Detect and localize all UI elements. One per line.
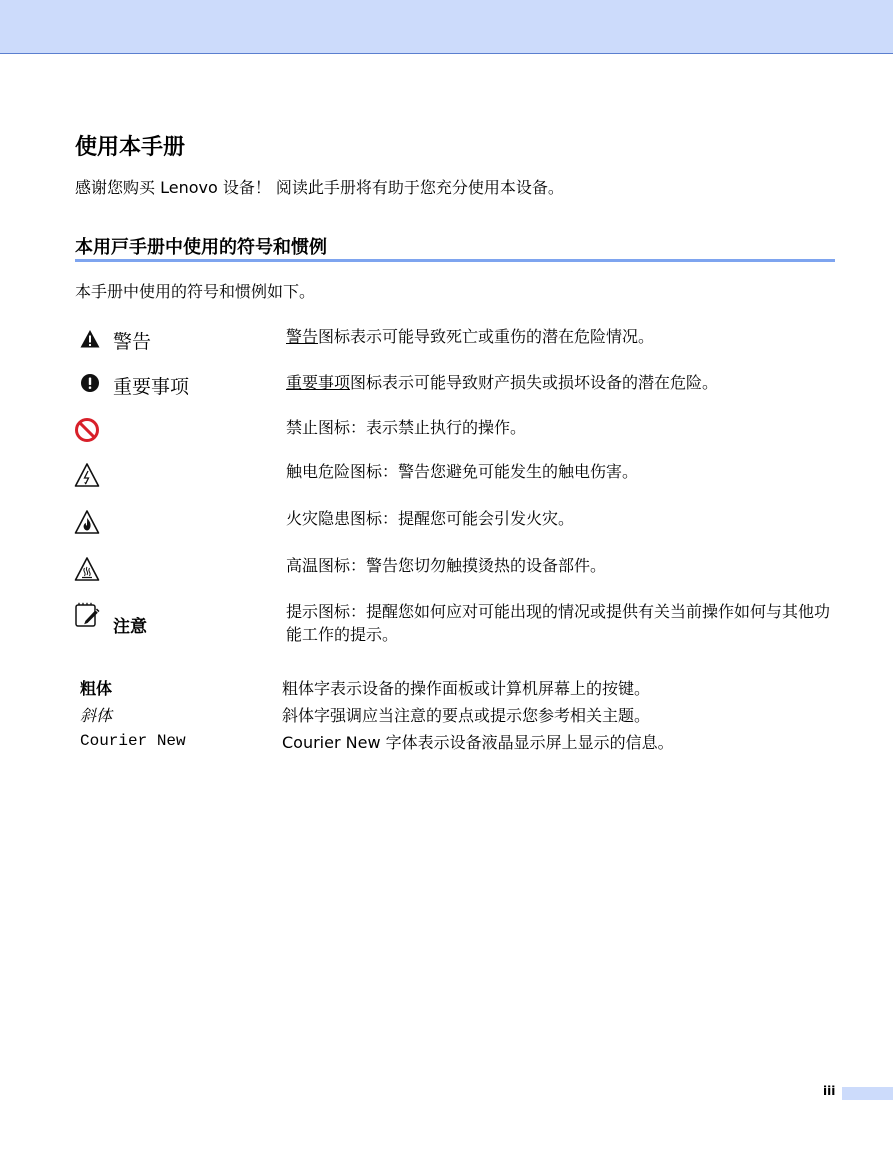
page-number-tab [842,1087,893,1100]
section-intro-text: 本手册中使用的符号和惯例如下。 [75,282,316,301]
intro-text: 感谢您购买 Lenovo 设备！ 阅读此手册将有助于您充分使用本设备。 [75,178,564,197]
convention-term-bold: 粗体 [80,679,113,698]
symbol-desc-important [286,371,831,394]
symbol-desc-fire: 火灾隐患图标：提醒您可能会引发火灾。 [286,509,575,528]
symbol-label-note: 注意 [113,617,147,637]
symbol-desc-hot: 高温图标：警告您切勿触摸烫热的设备部件。 [286,556,607,575]
symbol-desc-electrical: 触电危险图标：警告您避免可能发生的触电伤害。 [286,462,639,481]
symbol-desc-term: 重要事项 [286,373,351,392]
section-heading: 本用戸手册中使用的符号和惯例 [75,237,327,258]
symbol-desc-prohibited: 禁止图标：表示禁止执行的操作。 [286,418,527,437]
convention-term-monospace: Courier New [80,732,186,750]
page-number: iii [823,1084,836,1098]
header-band [0,0,893,54]
convention-desc-italic: 斜体字强调应当注意的要点或提示您参考相关主题。 [282,706,651,725]
hot-surface-icon [74,556,100,582]
symbol-desc-warning [286,325,831,348]
symbol-label-important: 重要事项 [113,376,190,398]
note-pencil-icon [74,602,100,628]
exclamation-circle-icon [80,373,100,393]
page-title: 使用本手册 [75,135,186,160]
prohibited-icon [74,417,100,443]
warning-triangle-icon [80,329,100,349]
symbol-desc-term: 警告 [286,327,319,346]
symbol-desc-note: 提示图标：提醒您如何应对可能出现的情况或提供有关当前操作如何与其他功能工作的提示。 [286,602,831,644]
convention-desc-bold: 粗体字表示设备的操作面板或计算机屏幕上的按键。 [282,679,651,698]
fire-hazard-icon [74,509,100,535]
convention-desc-monospace: Courier New 字体表示设备液晶显示屏上显示的信息。 [282,733,674,752]
symbol-desc-text: 图标表示可能导致死亡或重伤的潜在危险情况。 [318,327,655,346]
electrical-hazard-icon [74,462,100,488]
convention-term-italic: 斜体 [80,706,113,725]
symbol-desc-text: 图标表示可能导致财产损失或损坏设备的潜在危险。 [350,373,719,392]
symbol-label-warning: 警告 [113,331,152,353]
section-divider [75,259,835,262]
